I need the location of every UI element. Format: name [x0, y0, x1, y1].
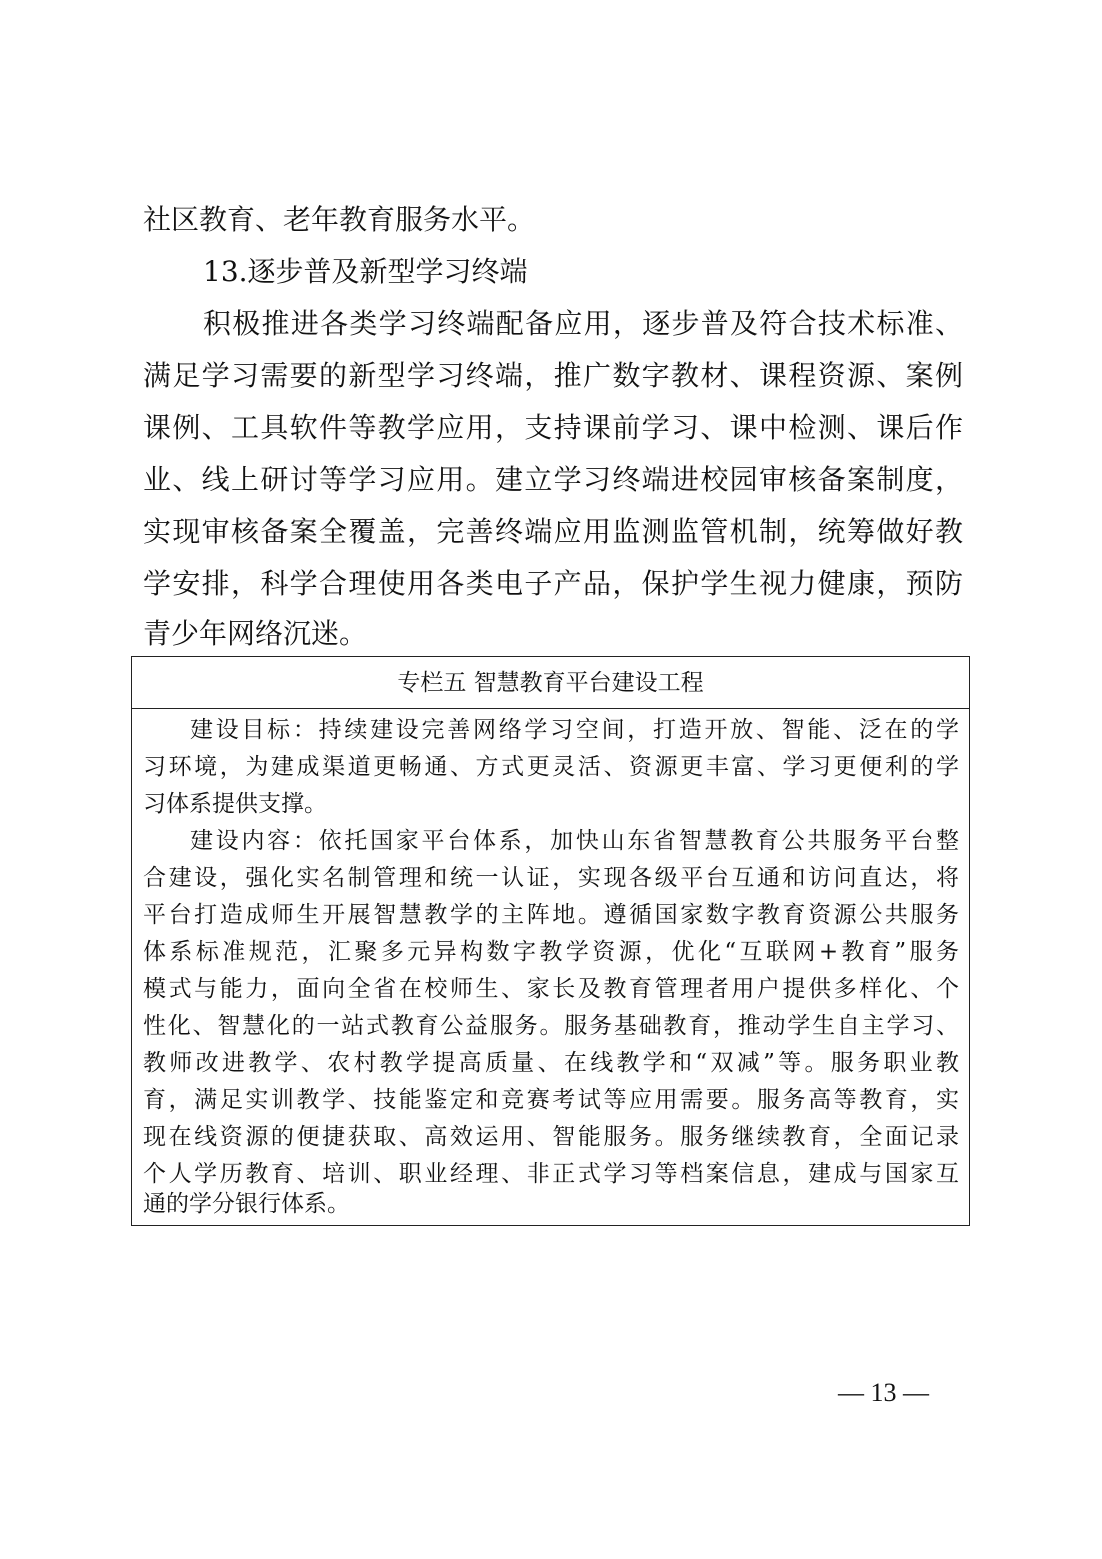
box-line: 建设目标：持续建设完善网络学习空间，打造开放、智能、泛在的学 [190, 717, 959, 743]
column-box [131, 656, 970, 1226]
column-box-title: 专栏五 智慧教育平台建设工程 [132, 657, 969, 709]
paragraph-line: 学安排，科学合理使用各类电子产品，保护学生视力健康，预防 [143, 567, 963, 600]
box-line: 建设内容：依托国家平台体系，加快山东省智慧教育公共服务平台整 [190, 828, 959, 854]
box-line: 个人学历教育、培训、职业经理、非正式学习等档案信息，建成与国家互 [143, 1161, 959, 1187]
box-line: 教师改进教学、农村教学提高质量、在线教学和“双减”等。服务职业教 [143, 1050, 959, 1076]
paragraph-line: 课例、工具软件等教学应用，支持课前学习、课中检测、课后作 [143, 411, 963, 444]
box-line: 通的学分银行体系。 [143, 1191, 350, 1217]
box-line: 习体系提供支撑。 [143, 791, 327, 817]
box-line: 合建设，强化实名制管理和统一认证，实现各级平台互通和访问直达，将 [143, 865, 959, 891]
box-line: 习环境，为建成渠道更畅通、方式更灵活、资源更丰富、学习更便利的学 [143, 754, 959, 780]
box-line: 体系标准规范，汇聚多元异构数字教学资源，优化“互联网+教育”服务 [143, 939, 959, 965]
page-number: — 13 — [838, 1378, 929, 1407]
paragraph-line: 实现审核备案全覆盖，完善终端应用监测监管机制，统筹做好教 [143, 515, 963, 548]
box-line: 性化、智慧化的一站式教育公益服务。服务基础教育，推动学生自主学习、 [143, 1013, 959, 1039]
box-line: 模式与能力，面向全省在校师生、家长及教育管理者用户提供多样化、个 [143, 976, 959, 1002]
paragraph-line: 业、线上研讨等学习应用。建立学习终端进校园审核备案制度， [143, 463, 963, 496]
paragraph-line: 青少年网络沉迷。 [143, 617, 368, 650]
box-line: 育，满足实训教学、技能鉴定和竞赛考试等应用需要。服务高等教育，实 [143, 1087, 959, 1113]
section-heading: 13.逐步普及新型学习终端 [203, 255, 528, 288]
box-line: 现在线资源的便捷获取、高效运用、智能服务。服务继续教育，全面记录 [143, 1124, 959, 1150]
paragraph-line: 积极推进各类学习终端配备应用，逐步普及符合技术标准、 [203, 307, 963, 340]
continuation-line: 社区教育、老年教育服务水平。 [143, 203, 536, 236]
box-line: 平台打造成师生开展智慧教学的主阵地。遵循国家数字教育资源公共服务 [143, 902, 959, 928]
paragraph-line: 满足学习需要的新型学习终端，推广数字教材、课程资源、案例 [143, 359, 963, 392]
